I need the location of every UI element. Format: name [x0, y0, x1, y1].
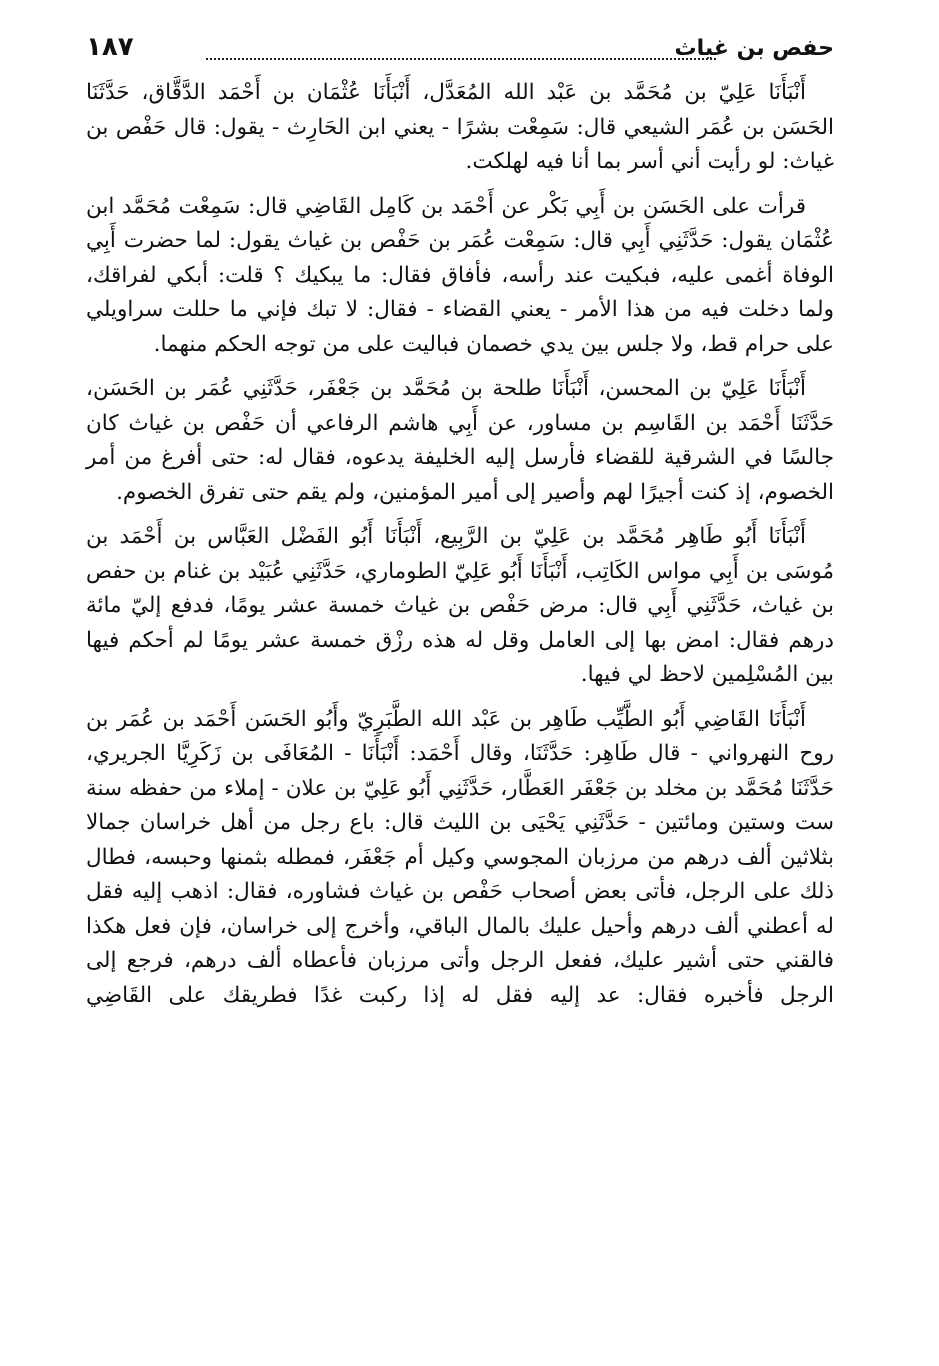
paragraph-1: أَنْبَأَنَا عَلِيّ بن مُحَمَّد بن عَبْد الله المُعَدَّل، أَنْبَأَنَا عُثْمَان بن أَحْمَد الدَّقَّاق، حَدَّثَنَا الحَسَن بن عُمَر الشيعي قال: سَمِعْت بشرًا - يعني ابن الحَارِث - يقول: قال حَفْص بن غياث: لو رأيت أني أسر بما أنا فيه لهلكت.: [86, 80, 834, 174]
page-number: ١٨٧: [86, 32, 134, 62]
book-page: [86, 32, 834, 1332]
paragraph-5: أَنْبَأَنَا القَاضِي أَبُو الطَّيِّب طَاهِر بن عَبْد الله الطَّبَرِيّ وأَبُو الحَسَن أَحْمَد بن عُمَر بن روح النهرواني - قال طَاهِر: حَدَّثَنَا، وقال أَحْمَد: أَنْبَأَنَا - المُعَافَى بن زَكَرِيَّا الجريري، حَدَّثَنَا مُحَمَّد بن مخلد بن جَعْفَر العَطَّار، حَدَّثَنِي أَبُو عَلِيّ بن علان - إملاء من حفظه سنة ست وستين ومائتين - حَدَّثَنِي يَحْيَى بن الليث قال: باع رجل من أهل خراسان جمالا بثلاثين ألف درهم من مرزبان المجوسي وكيل أم جَعْفَر، فمطله بثمنها وحبسه، فطال ذلك على الرجل، فأتى بعض أصحاب حَفْص بن غياث فشاوره، فقال: اذهب إليه فقل له أعطني ألف درهم وأحيل عليك بالمال الباقي، وأخرج إلى خراسان، فإن فعل هكذا فالقني حتى أشير عليك، ففعل الرجل وأتى مرزبان فأعطاه ألف درهم، فرجع إلى الرجل فأخبره فقال: عد إليه فقل له إذا ركبت غدًا فطريقك على القَاضِي: [86, 706, 834, 1008]
paragraph-3: أَنْبَأَنَا عَلِيّ بن المحسن، أَنْبَأَنَا طلحة بن مُحَمَّد بن جَعْفَر، حَدَّثَنِي عُمَر بن الحَسَن، حَدَّثَنَا أَحْمَد بن القَاسِم بن مساور، عن أَبِي هاشم الرفاعي أن حَفْص بن غياث كان جالسًا في الشرقية للقضاء فأرسل إليه الخليفة يدعوه، فقال له: حتى أفرغ من أمر الخصوم، إذ كنت أجيرًا لهم وأصير إلى أمير المؤمنين، ولم يقم حتى تفرق الخصوم.: [86, 376, 834, 505]
running-title: حفص بن غياث: [674, 36, 834, 61]
paragraph-4: أَنْبَأَنَا أَبُو طَاهِر مُحَمَّد بن عَلِيّ بن الرَّبِيع، أَنْبَأَنَا أَبُو الفَضْل العَبَّاس بن أَحْمَد بن مُوسَى بن أَبِي مواس الكَاتِب، أَنْبَأَنَا أَبُو عَلِيّ الطوماري، حَدَّثَنِي عُبَيْد بن غنام بن حفص بن غياث، حَدَّثَنِي أَبِي قال: مرض حَفْص بن غياث خمسة عشر يومًا، فدفع إليّ مائة درهم فقال: امض بها إلى العامل وقل له هذه رزْق خمسة عشر يومًا لم أحكم فيها بين المُسْلِمين لاحظ لي فيها.: [86, 524, 834, 687]
paragraph-2: قرأت على الحَسَن بن أَبِي بَكْر عن أَحْمَد بن كَامِل القَاضِي قال: سَمِعْت مُحَمَّد ابن عُثْمَان يقول: حَدَّثَنِي أَبِي قال: سَمِعْت عُمَر بن حَفْص بن غياث يقول: لما حضرت أَبِي الوفاة أغمى عليه، فبكيت عند رأسه، فأفاق فقال: ما يبكيك ؟ قلت: أبكي لفراقك، ولما دخلت فيه من هذا الأمر - يعني القضاء - فقال: لا تبك فإني ما حللت سراويلي على حرام قط، ولا جلس بين يدي خصمان فباليت على من توجه الحكم منهما.: [86, 193, 834, 357]
dotted-leader: [206, 58, 716, 60]
page-header: [86, 32, 834, 76]
page-body: [86, 76, 834, 1013]
